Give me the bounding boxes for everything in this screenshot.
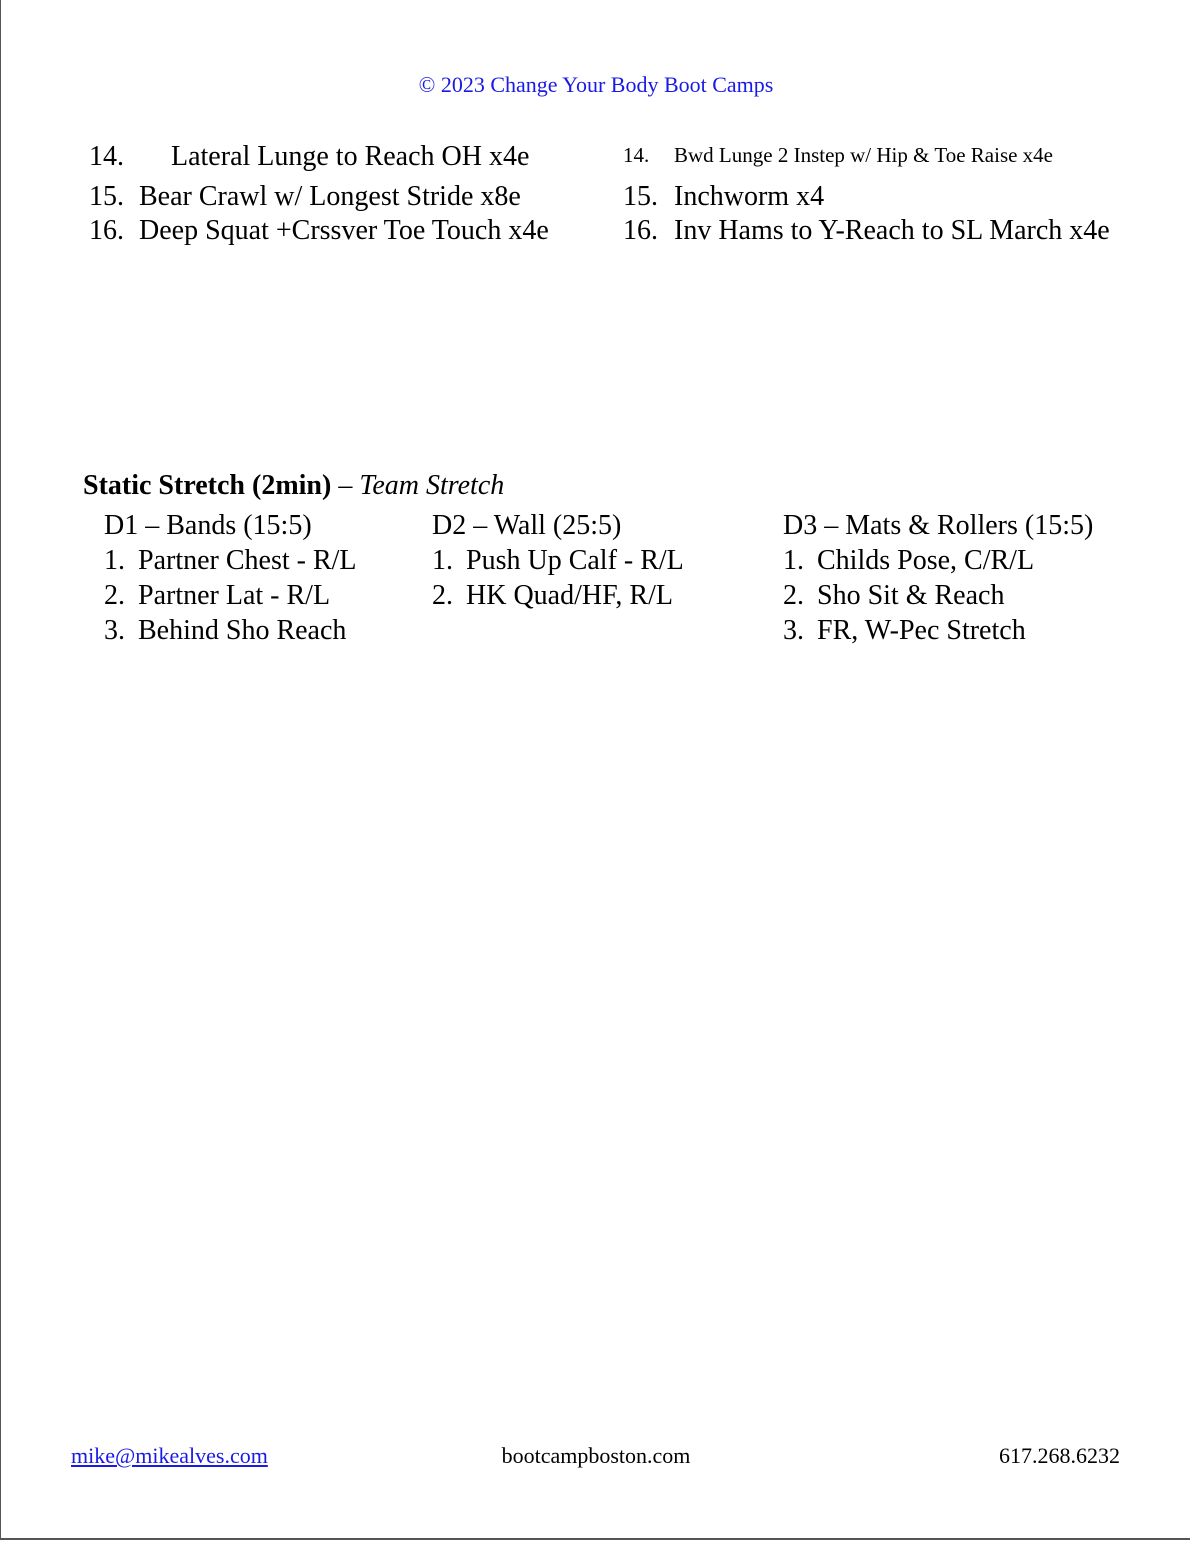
item-number: 1. [104,545,125,576]
item-number: 15. [623,181,658,212]
list-item [783,578,1093,613]
footer-phone: 617.268.6232 [999,1443,1120,1468]
item-number: 2. [783,580,804,611]
item-number: 15. [89,181,124,212]
item-number: 1. [783,545,804,576]
item-text: Behind Sho Reach [138,615,347,646]
footer-website: bootcampboston.com [501,1443,691,1468]
item-number: 3. [104,615,125,646]
item-text: Inv Hams to Y-Reach to SL March x4e [674,215,1110,246]
station-d1 [104,508,357,648]
list-item [104,578,357,613]
item-text: Deep Squat +Crssver Toe Touch x4e [139,215,549,246]
warmup-right-item-16 [623,214,1110,248]
static-stretch-subtitle: Team Stretch [359,470,505,501]
static-stretch-heading [83,470,504,502]
station-heading: D2 – Wall (25:5) [432,510,622,541]
item-text: Sho Sit & Reach [817,580,1005,611]
item-text: Partner Chest - R/L [138,545,357,576]
warmup-left-item-15 [89,180,521,214]
station-d3 [783,508,1093,648]
station-heading: D1 – Bands (15:5) [104,510,312,541]
item-text: Bwd Lunge 2 Instep w/ Hip & Toe Raise x4e [674,143,1054,167]
item-number: 3. [783,615,804,646]
item-number: 2. [432,580,453,611]
list-item [783,543,1093,578]
item-text: Bear Crawl w/ Longest Stride x8e [139,181,521,212]
item-text: Childs Pose, C/R/L [817,545,1035,576]
warmup-left-item-16 [89,214,549,248]
list-item [432,578,684,613]
station-d2 [432,508,684,613]
list-item [104,543,357,578]
item-text: Partner Lat - R/L [138,580,331,611]
station-heading: D3 – Mats & Rollers (15:5) [783,510,1094,541]
copyright-line: © 2023 Change Your Body Boot Camps [418,72,774,97]
item-text: Lateral Lunge to Reach OH x4e [171,141,530,172]
item-text: FR, W-Pec Stretch [817,615,1026,646]
item-text: Push Up Calf - R/L [466,545,684,576]
item-number: 1. [432,545,453,576]
list-item [783,613,1093,648]
item-text: Inchworm x4 [674,181,825,212]
warmup-right-item-14 [623,138,1053,172]
item-text: HK Quad/HF, R/L [466,580,673,611]
footer-email-link[interactable]: mike@mikealves.com [71,1443,268,1468]
list-item [432,543,684,578]
heading-dash: – [331,470,360,501]
warmup-left-item-14 [89,140,529,174]
item-number: 2. [104,580,125,611]
warmup-right-item-15 [623,180,824,214]
item-number: 16. [89,215,124,246]
item-number: 14. [89,141,124,172]
item-number: 16. [623,215,658,246]
list-item [104,613,357,648]
item-number: 14. [623,143,650,167]
static-stretch-title: Static Stretch (2min) [83,470,332,501]
